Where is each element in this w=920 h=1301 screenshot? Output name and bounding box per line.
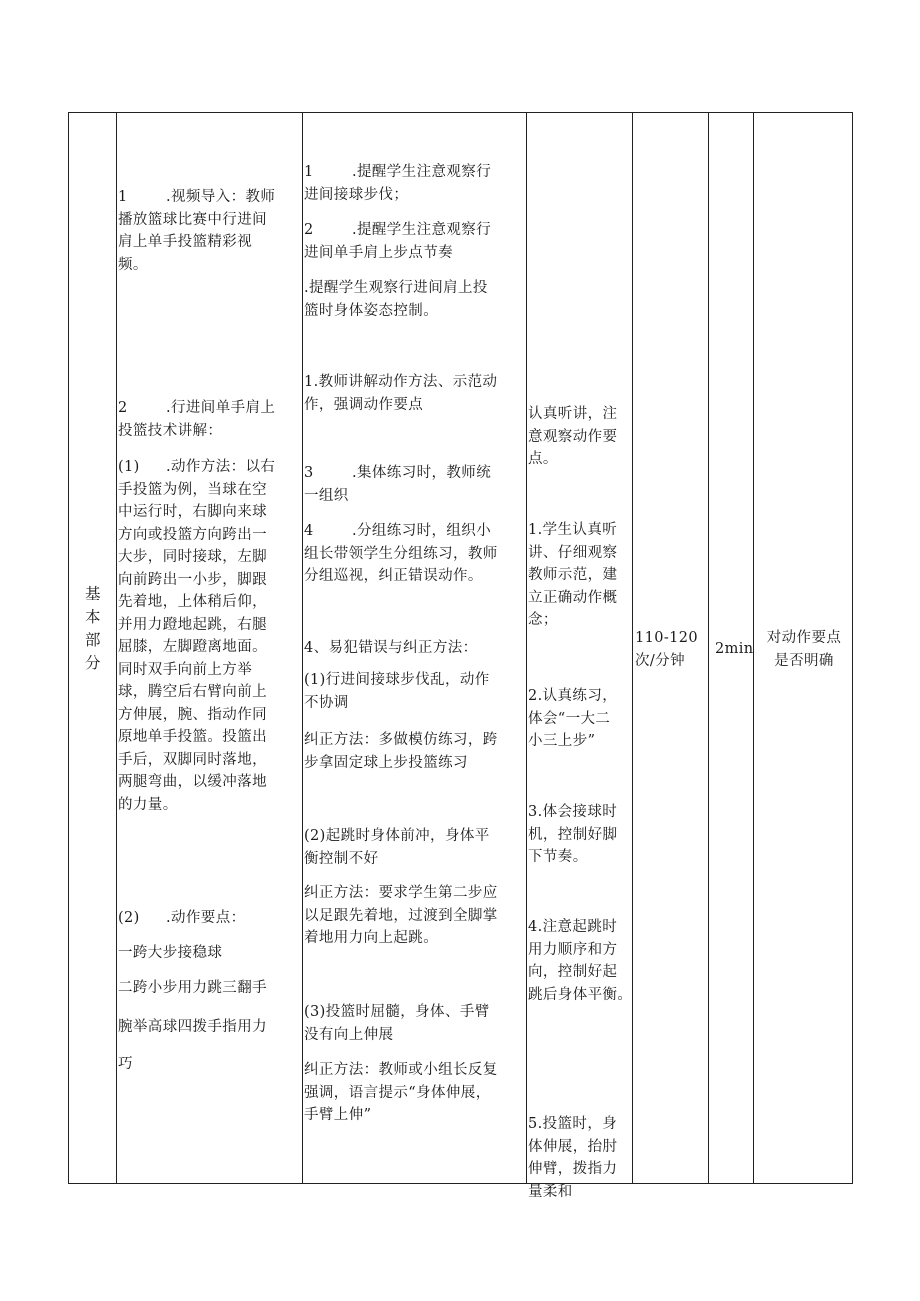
- text-line: 手臂上伸”: [304, 1107, 372, 1123]
- teacher-group-practice: [304, 462, 491, 507]
- column-divider: [116, 113, 117, 1183]
- content-action-method: [118, 456, 275, 816]
- assessment: [755, 627, 853, 672]
- text-line: 5.投篮时，身: [528, 1116, 618, 1132]
- error-3-fix: [304, 1059, 498, 1127]
- text-line: 没有向上伸展: [304, 1026, 394, 1043]
- text-line: 着地用力向上起跳。: [304, 930, 439, 946]
- teacher-split-practice: [304, 520, 498, 588]
- text-line: 4、易犯错误与纠正方法：: [304, 640, 478, 656]
- text-line: 原地单手投篮。投篮出: [118, 729, 267, 745]
- text-line: 纠正方法：要求学生第二步应: [304, 885, 498, 901]
- text-line: 次/分钟: [635, 652, 685, 669]
- column-divider: [526, 113, 527, 1183]
- text-line: 纠正方法：多做模仿练习，跨: [304, 732, 498, 748]
- section-label-char: 基: [85, 585, 101, 603]
- student-jump: [528, 916, 632, 1006]
- student-practice: [528, 685, 617, 753]
- text-line: 4 .分组练习时，组织小: [304, 523, 492, 539]
- text-line: 方伸展，腕、指动作同: [118, 706, 267, 723]
- student-observe: [528, 519, 617, 632]
- text-line: 体会“一大二: [528, 710, 611, 727]
- teacher-demo: [304, 371, 497, 416]
- text-line: (3)投篮时屈髓，身体、手臂: [304, 1004, 490, 1020]
- content-key-point-4: [118, 1053, 133, 1076]
- text-line: 方向或投篮方向跨出一: [118, 526, 267, 543]
- errors-heading: [304, 637, 478, 660]
- content-intro: [118, 186, 275, 276]
- text-line: 念；: [528, 612, 558, 628]
- text-line: 巧: [118, 1056, 133, 1072]
- text-line: 二跨小步用力跳三翻手: [118, 980, 267, 996]
- content-key-point-1: [118, 942, 222, 965]
- content-key-points-heading: [118, 907, 246, 930]
- text-line: 向，控制好起: [528, 964, 618, 980]
- content-key-point-3: [118, 1016, 267, 1039]
- section-label-char: 分: [85, 654, 101, 672]
- text-line: 纠正方法：教师或小组长反复: [304, 1062, 498, 1078]
- text-line: 下节奏。: [528, 849, 588, 865]
- text-line: .提醒学生观察行进间肩上投: [304, 280, 488, 296]
- text-line: 衡控制不好: [304, 850, 379, 867]
- column-divider: [302, 113, 303, 1183]
- student-timing: [528, 801, 617, 869]
- text-line: 2.认真练习，: [528, 688, 618, 704]
- duration: 2min: [715, 641, 754, 657]
- text-line: 立正确动作概: [528, 589, 618, 606]
- text-line: 进间单手肩上步点节奏: [304, 244, 453, 261]
- text-line: 不协调: [304, 694, 349, 711]
- text-line: 大步，同时接球，左脚: [118, 549, 267, 565]
- text-line: 先着地，上体稍后仰，: [118, 594, 267, 610]
- text-line: 一跨大步接稳球: [118, 945, 223, 961]
- text-line: 机，控制好脚: [528, 826, 618, 843]
- column-divider: [632, 113, 633, 1183]
- text-line: 腕举高球四拨手指用力: [118, 1019, 267, 1035]
- error-2-fix: [304, 882, 498, 950]
- text-line: 2 .提醒学生注意观察行: [304, 222, 492, 238]
- heart-rate: [635, 627, 698, 672]
- text-line: 3.体会接球时: [528, 804, 618, 820]
- text-line: 量柔和: [528, 1183, 573, 1200]
- text-line: 跳后身体平衡。: [528, 986, 633, 1003]
- text-line: 1.教师讲解动作方法、示范动: [304, 374, 498, 390]
- text-line: 认真听讲，注: [528, 406, 618, 422]
- text-line: 1 .提醒学生注意观察行: [304, 164, 492, 180]
- text-line: 一组织: [304, 487, 349, 504]
- text-line: 中运行时，右脚向来球: [118, 504, 267, 520]
- text-line: 以足跟先着地，过渡到全脚掌: [304, 907, 498, 924]
- text-line: 110-120: [635, 630, 699, 646]
- text-line: 肩上单手投篮精彩视: [118, 234, 253, 250]
- text-line: 4.注意起跳时: [528, 919, 618, 935]
- text-line: 频。: [118, 256, 148, 273]
- teacher-remind-3: [304, 277, 488, 322]
- text-line: 意观察动作要: [528, 428, 618, 445]
- text-line: 教师示范，建: [528, 567, 618, 583]
- text-line: 进间接球步伐；: [304, 186, 409, 203]
- text-line: 伸臂，拨指力: [528, 1161, 618, 1177]
- text-line: 两腿弯曲，以缓冲落地: [118, 774, 267, 790]
- lesson-plan-table: [68, 112, 853, 1200]
- text-line: 小三上步”: [528, 733, 596, 749]
- error-1: [304, 669, 490, 714]
- text-line: 投篮技术讲解：: [118, 422, 223, 439]
- content-explain-heading: [118, 397, 275, 442]
- text-line: 篮时身体姿态控制。: [304, 302, 439, 319]
- section-label-char: 本: [85, 608, 101, 626]
- text-line: 作，强调动作要点: [304, 396, 424, 413]
- teacher-remind-2: [304, 219, 491, 264]
- text-line: 的力量。: [118, 796, 178, 813]
- text-line: 2 .行进间单手肩上: [118, 400, 276, 416]
- teacher-remind-1: [304, 161, 491, 206]
- student-shoot: [528, 1113, 617, 1203]
- text-line: 同时双手向前上方举: [118, 661, 253, 678]
- section-label-char: 部: [85, 631, 101, 649]
- error-1-fix: [304, 729, 498, 774]
- column-divider: [708, 113, 709, 1183]
- text-line: 球，腾空后右臂向前上: [118, 684, 267, 700]
- text-line: 分组巡视，纠正错误动作。: [304, 568, 483, 584]
- text-line: 1 .视频导入：教师: [118, 189, 276, 205]
- text-line: 手投篮为例，当球在空: [118, 481, 267, 498]
- text-line: 体伸展，抬肘: [528, 1138, 618, 1155]
- student-listen: [528, 403, 617, 471]
- text-line: 并用力蹬地起跳，右腿: [118, 616, 267, 633]
- text-line: (1)行进间接球步伐乱，动作: [304, 672, 490, 688]
- text-line: (2) .动作要点：: [118, 910, 246, 926]
- text-line: 1.学生认真听: [528, 522, 618, 538]
- text-line: 是否明确: [774, 652, 834, 669]
- text-line: 对动作要点: [766, 630, 842, 646]
- text-line: 讲、仔细观察: [528, 544, 618, 561]
- text-line: (1) .动作方法：以右: [118, 459, 276, 475]
- error-2: [304, 825, 490, 870]
- text-line: 3 .集体练习时，教师统: [304, 465, 492, 481]
- content-key-point-2: [118, 977, 267, 1000]
- text-line: (2)起跳时身体前冲，身体平: [304, 828, 490, 844]
- text-line: 用力顺序和方: [528, 941, 618, 958]
- text-line: 强调，语言提示“身体伸展，: [304, 1084, 491, 1101]
- text-line: 向前跨出一小步，脚跟: [118, 571, 267, 588]
- section-label: [81, 583, 105, 675]
- text-line: 步拿固定球上步投篮练习: [304, 754, 468, 771]
- text-line: 点。: [528, 451, 558, 467]
- text-line: 组长带领学生分组练习，教师: [304, 545, 498, 562]
- error-3: [304, 1001, 490, 1046]
- text-line: 播放篮球比赛中行进间: [118, 211, 267, 228]
- text-line: 屈膝，左脚蹬离地面。: [118, 639, 267, 655]
- text-line: 手后，双脚同时落地，: [118, 751, 267, 768]
